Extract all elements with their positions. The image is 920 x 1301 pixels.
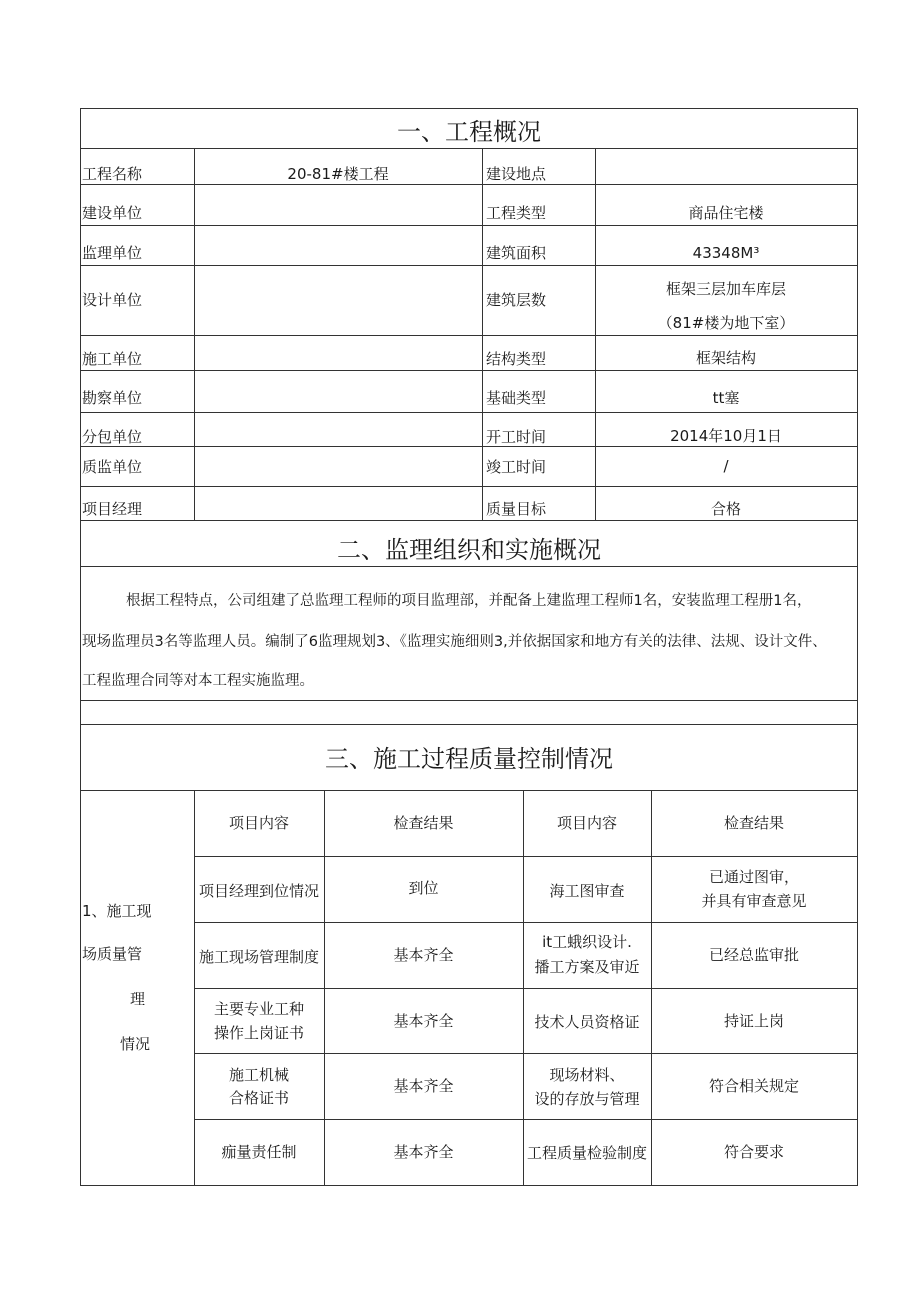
table-cell: 施工机械	[228, 1066, 289, 1084]
value-project-name: 20-81#楼工程	[287, 165, 389, 183]
value-project-type: 商品住宅楼	[688, 204, 764, 222]
header-check-result-2: 检查结果	[723, 814, 784, 832]
label-design-unit: 设计单位	[82, 291, 143, 309]
table-cell: 技术人员资格证	[534, 1013, 640, 1031]
table-cell: it工蛾织设计.	[542, 933, 632, 951]
table-cell: 海工图审查	[549, 882, 625, 900]
table-cell: 施工现场管理制度	[198, 948, 319, 966]
table-border-bottom	[80, 1185, 858, 1186]
section-title-supervision-organization: 二、监理组织和实施概况	[337, 536, 601, 564]
paragraph-line-1: 根据工程特点，公司组建了总监理工程师的项目监理部，并配备上建监理工程师1名，安装监理工程册1名，	[126, 593, 812, 609]
table-cell: 基本齐全	[393, 946, 454, 964]
label-construction-site: 建设地点	[486, 165, 547, 183]
value-building-area: 43348M³	[692, 244, 760, 262]
label-building-area: 建筑面积	[486, 244, 547, 262]
label-start-date: 开工时间	[486, 428, 547, 446]
section-title-quality-control: 三、施工过程质量控制情况	[325, 745, 613, 773]
table-cell: 符合相关规定	[708, 1077, 799, 1095]
table-cell: 持证上岗	[723, 1012, 784, 1030]
table-cell: 基本齐全	[393, 1077, 454, 1095]
row-label-line-3: 理	[130, 990, 146, 1008]
value-start-date: 2014年10月1日	[670, 427, 782, 445]
header-item-content-2: 项目内容	[556, 814, 617, 832]
row-label-line-2: 场质量管	[82, 945, 143, 963]
row-label-line-4: 情况	[120, 1035, 151, 1053]
table-cell: 播工方案及审近	[534, 958, 640, 976]
table-border-top	[80, 108, 858, 109]
value-floors-line1: 框架三层加车库层	[665, 280, 786, 298]
label-construction-unit: 建设单位	[82, 204, 143, 222]
paragraph-line-2: 现场监理员3名等监理人员。编制了6监理规划3、《监理实施细则3,并依据国家和地方有关的法律、法规、设计文件、	[82, 634, 827, 650]
label-contractor: 施工单位	[82, 350, 143, 368]
table-cell: 符合要求	[723, 1143, 784, 1161]
table-cell: 设的存放与管理	[534, 1090, 640, 1108]
section-title-project-overview: 一、工程概况	[397, 118, 541, 146]
table-border-right	[857, 108, 858, 1186]
table-cell: 主要专业工种	[213, 1000, 304, 1018]
header-item-content-1: 项目内容	[228, 814, 289, 832]
label-project-manager: 项目经理	[82, 500, 143, 518]
table-cell: 基本齐全	[393, 1143, 454, 1161]
table-cell: 已经总监审批	[708, 946, 799, 964]
table-cell: 到位	[408, 879, 439, 897]
label-floors: 建筑层数	[486, 291, 547, 309]
value-foundation-type: tt塞	[712, 389, 740, 407]
table-cell: 并具有审查意见	[701, 892, 807, 910]
table-cell: 工程质量检验制度	[526, 1144, 647, 1162]
label-supervision-unit: 监理单位	[82, 244, 143, 262]
label-completion-date: 竣工时间	[486, 458, 547, 476]
label-foundation-type: 基础类型	[486, 389, 547, 407]
row-label-line-1: 1、施工现	[82, 902, 152, 920]
label-quality-supervision-unit: 质监单位	[82, 458, 143, 476]
table-cell: 操作上岗证书	[213, 1024, 304, 1042]
table-cell: 现场材料、	[549, 1066, 625, 1084]
value-quality-target: 合格	[710, 500, 741, 518]
header-check-result-1: 检查结果	[393, 814, 454, 832]
paragraph-line-3: 工程监理合同等对本工程实施监理。	[82, 673, 314, 689]
label-survey-unit: 勘察单位	[82, 389, 143, 407]
table-cell: 合格证书	[228, 1089, 289, 1107]
table-cell: 已通过图审，	[708, 868, 799, 886]
value-floors-line2: （81#楼为地下室）	[657, 314, 795, 332]
label-subcontractor: 分包单位	[82, 428, 143, 446]
label-project-type: 工程类型	[486, 204, 547, 222]
table-cell: 项目经理到位情况	[198, 882, 319, 900]
label-structure-type: 结构类型	[486, 350, 547, 368]
label-quality-target: 质量目标	[486, 500, 547, 518]
table-border-left	[80, 108, 81, 1186]
value-completion-date: /	[723, 457, 729, 475]
value-structure-type: 框架结构	[695, 349, 756, 367]
label-project-name: 工程名称	[82, 165, 143, 183]
table-cell: 痂量责任制	[221, 1143, 297, 1161]
table-cell: 基本齐全	[393, 1012, 454, 1030]
